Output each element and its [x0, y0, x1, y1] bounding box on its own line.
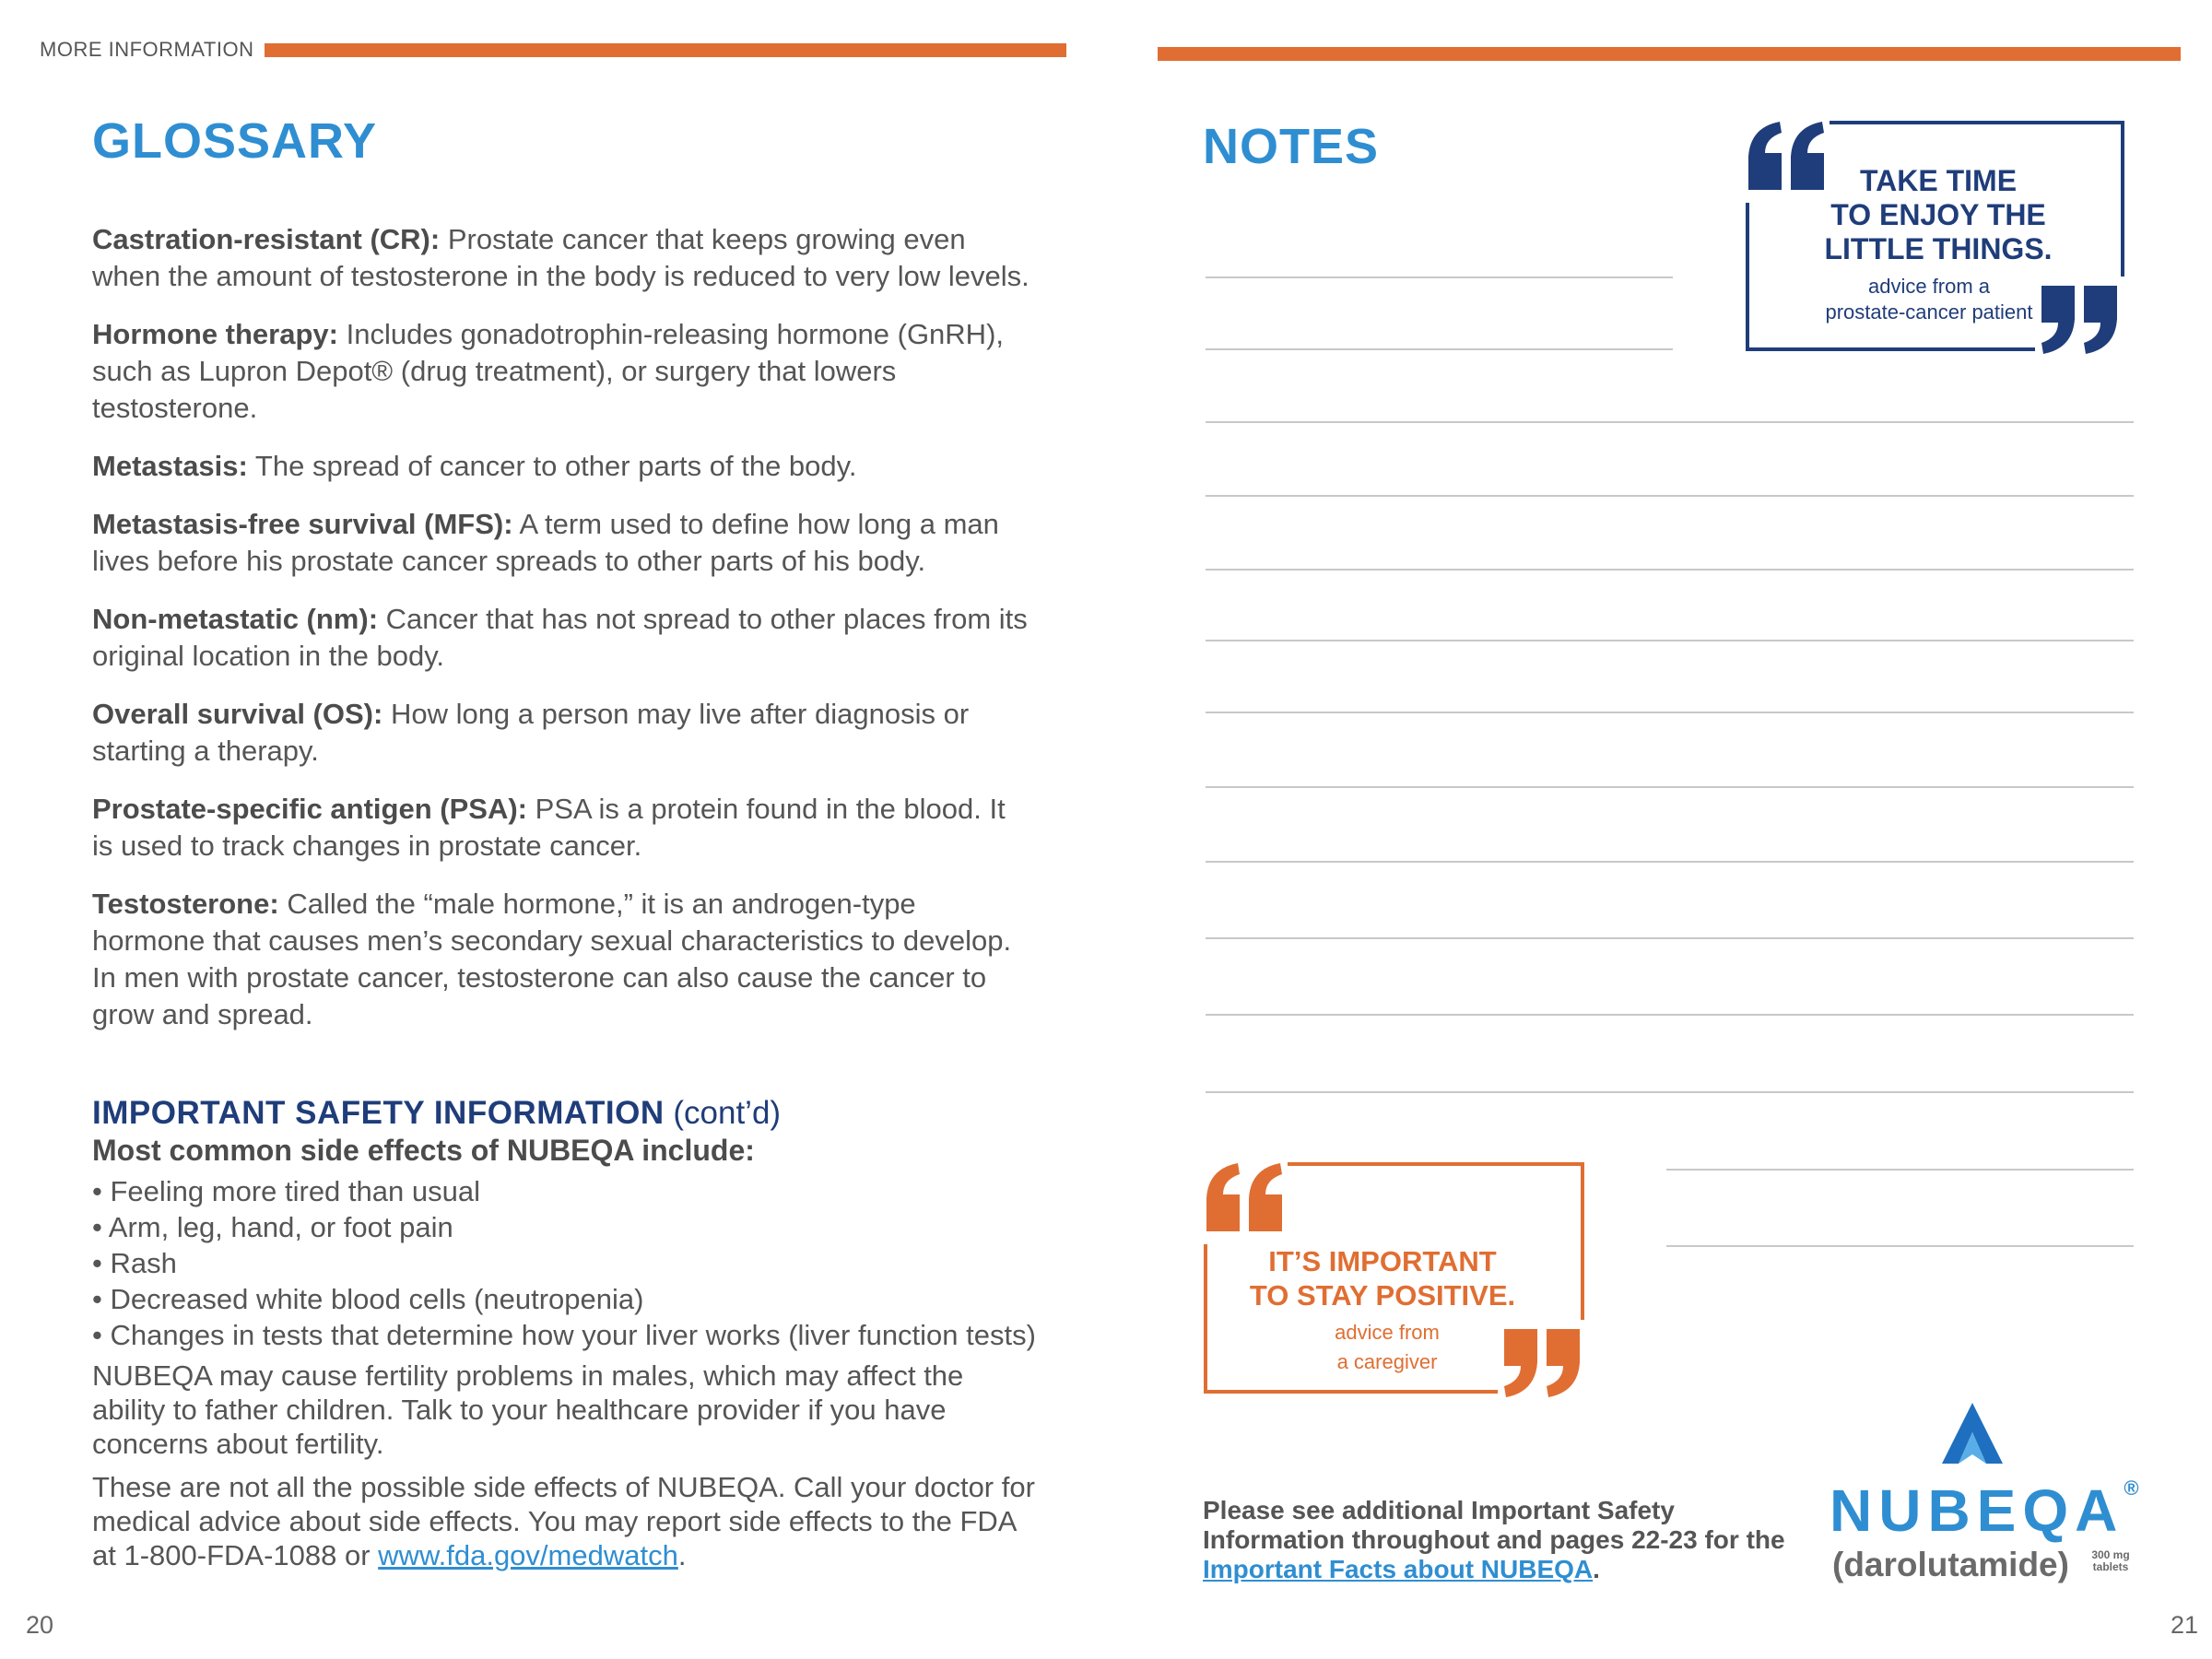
patient-quote-text — [1800, 164, 2077, 266]
glossary-entry — [92, 696, 1032, 770]
glossary-term: Non-metastatic (nm): — [92, 603, 379, 635]
note-line[interactable] — [1666, 1169, 2134, 1171]
glossary-definition: PSA is a protein found in the blood. It is used to track changes in prostate cancer. — [92, 793, 1006, 862]
safety-footer-note — [1203, 1496, 1793, 1584]
attribution-line: prostate-cancer patient — [1825, 300, 2033, 324]
glossary-title: GLOSSARY — [92, 113, 378, 169]
safety-information — [92, 1095, 1041, 1582]
quote-line: TAKE TIME — [1859, 164, 2018, 197]
isi-heading-text: IMPORTANT SAFETY INFORMATION — [92, 1095, 665, 1131]
glossary-entry — [92, 601, 1032, 675]
notes-title: NOTES — [1203, 119, 1380, 174]
glossary-term: Metastasis: — [92, 450, 248, 482]
brand-generic: (darolutamide) — [1832, 1546, 2069, 1583]
header-rule-left — [265, 43, 1066, 57]
report-text: These are not all the possible side effects of NUBEQA. Call your doctor for medical advice about side effects. You may report side effects to the FDA at 1-800-FDA-1088 or — [92, 1471, 1035, 1571]
note-line[interactable] — [1666, 1245, 2134, 1247]
caregiver-quote-attribution — [1286, 1318, 1488, 1377]
note-line[interactable] — [1206, 786, 2134, 788]
attribution-line: advice from a — [1867, 275, 1991, 298]
open-quote-icon — [1203, 1161, 1288, 1237]
footer-text: Please see additional Important Safety Information throughout and pages 22-23 for the — [1203, 1496, 1785, 1554]
page-number-right: 21 — [2171, 1611, 2199, 1639]
note-line[interactable] — [1206, 1091, 2134, 1093]
glossary-list — [92, 221, 1032, 1054]
glossary-definition: Prostate cancer that keeps growing even when the amount of testosterone in the body is reduced to very low levels. — [92, 223, 1030, 292]
glossary-entry — [92, 506, 1032, 580]
note-line[interactable] — [1206, 937, 2134, 939]
footer-end: . — [1593, 1555, 1600, 1583]
report-paragraph — [92, 1470, 1041, 1572]
list-item: • Decreased white blood cells (neutropenia) — [92, 1281, 1041, 1317]
brand-name-text: NUBEQA — [1830, 1477, 2124, 1544]
note-line[interactable] — [1206, 569, 2134, 571]
registered-mark: ® — [2124, 1477, 2139, 1500]
brand-dose — [2083, 1549, 2138, 1573]
quote-line: TO ENJOY THE — [1830, 198, 2046, 231]
page-number-left: 20 — [26, 1611, 54, 1639]
attribution-line: advice from — [1335, 1321, 1440, 1344]
note-line[interactable] — [1206, 495, 2134, 497]
isi-subheading: Most common side effects of NUBEQA include: — [92, 1134, 755, 1167]
list-item: • Changes in tests that determine how your liver works (liver function tests) — [92, 1317, 1041, 1353]
attribution-line: a caregiver — [1336, 1350, 1438, 1373]
note-line[interactable] — [1206, 1014, 2134, 1016]
list-item: • Feeling more tired than usual — [92, 1173, 1041, 1209]
glossary-term: Overall survival (OS): — [92, 698, 383, 730]
list-item: • Arm, leg, hand, or foot pain — [92, 1209, 1041, 1245]
fertility-paragraph: NUBEQA may cause fertility problems in males, which may affect the ability to father children. Talk to your healthcare provider if you have concerns about fertility. — [92, 1359, 964, 1460]
close-quote-icon — [1500, 1325, 1585, 1401]
isi-heading — [92, 1095, 1041, 1132]
caregiver-quote — [1203, 1161, 1585, 1394]
dose-line: 300 mg — [2091, 1548, 2130, 1561]
medwatch-link[interactable]: www.fda.gov/medwatch — [378, 1539, 678, 1571]
glossary-definition: Cancer that has not spread to other places from its original location in the body. — [92, 603, 1028, 672]
nubeqa-mark-icon — [1940, 1401, 2005, 1465]
isi-heading-suffix: (cont’d) — [673, 1095, 782, 1131]
glossary-definition: Called the “male hormone,” it is an androgen-type hormone that causes men’s secondary sexual characteristics to develop. In men with prostate cancer, testosterone can also cause the cancer to grow and spread. — [92, 888, 1012, 1030]
quote-line: TO STAY POSITIVE. — [1249, 1279, 1516, 1312]
glossary-entry — [92, 316, 1032, 427]
glossary-definition: How long a person may live after diagnosis or starting a therapy. — [92, 698, 970, 767]
quote-line: IT’S IMPORTANT — [1268, 1245, 1497, 1277]
glossary-definition: A term used to define how long a man lives before his prostate cancer spreads to other parts of his body. — [92, 508, 999, 577]
section-label: MORE INFORMATION — [40, 38, 254, 61]
glossary-entry — [92, 886, 1032, 1033]
important-facts-link[interactable]: Important Facts about NUBEQA — [1203, 1555, 1594, 1583]
patient-quote-attribution — [1800, 272, 2058, 324]
caregiver-quote-text — [1240, 1244, 1525, 1312]
quote-line: LITTLE THINGS. — [1824, 232, 2053, 265]
brand-name — [1830, 1477, 2139, 1545]
note-line[interactable] — [1206, 348, 1673, 350]
note-line[interactable] — [1206, 421, 2134, 423]
side-effects-list — [92, 1173, 1041, 1353]
note-line[interactable] — [1206, 861, 2134, 863]
list-item: • Rash — [92, 1245, 1041, 1281]
glossary-term: Metastasis-free survival (MFS): — [92, 508, 513, 540]
report-end: . — [677, 1539, 687, 1571]
glossary-term: Castration-resistant (CR): — [92, 223, 441, 255]
glossary-term: Prostate-specific antigen (PSA): — [92, 793, 527, 825]
patient-quote — [1745, 120, 2125, 352]
note-line[interactable] — [1206, 712, 2134, 713]
glossary-entry — [92, 791, 1032, 865]
note-line[interactable] — [1206, 640, 2134, 641]
note-line[interactable] — [1206, 276, 1673, 278]
glossary-definition: Includes gonadotrophin-releasing hormone (GnRH), such as Lupron Depot® (drug treatment), or surgery that lowers testosterone. — [92, 318, 1005, 424]
dose-line: tablets — [2092, 1560, 2129, 1573]
glossary-definition: The spread of cancer to other parts of the body. — [254, 450, 857, 482]
glossary-entry — [92, 221, 1032, 295]
glossary-entry — [92, 448, 1032, 485]
glossary-term: Hormone therapy: — [92, 318, 338, 350]
header-rule-right — [1158, 47, 2181, 61]
glossary-term: Testosterone: — [92, 888, 279, 920]
